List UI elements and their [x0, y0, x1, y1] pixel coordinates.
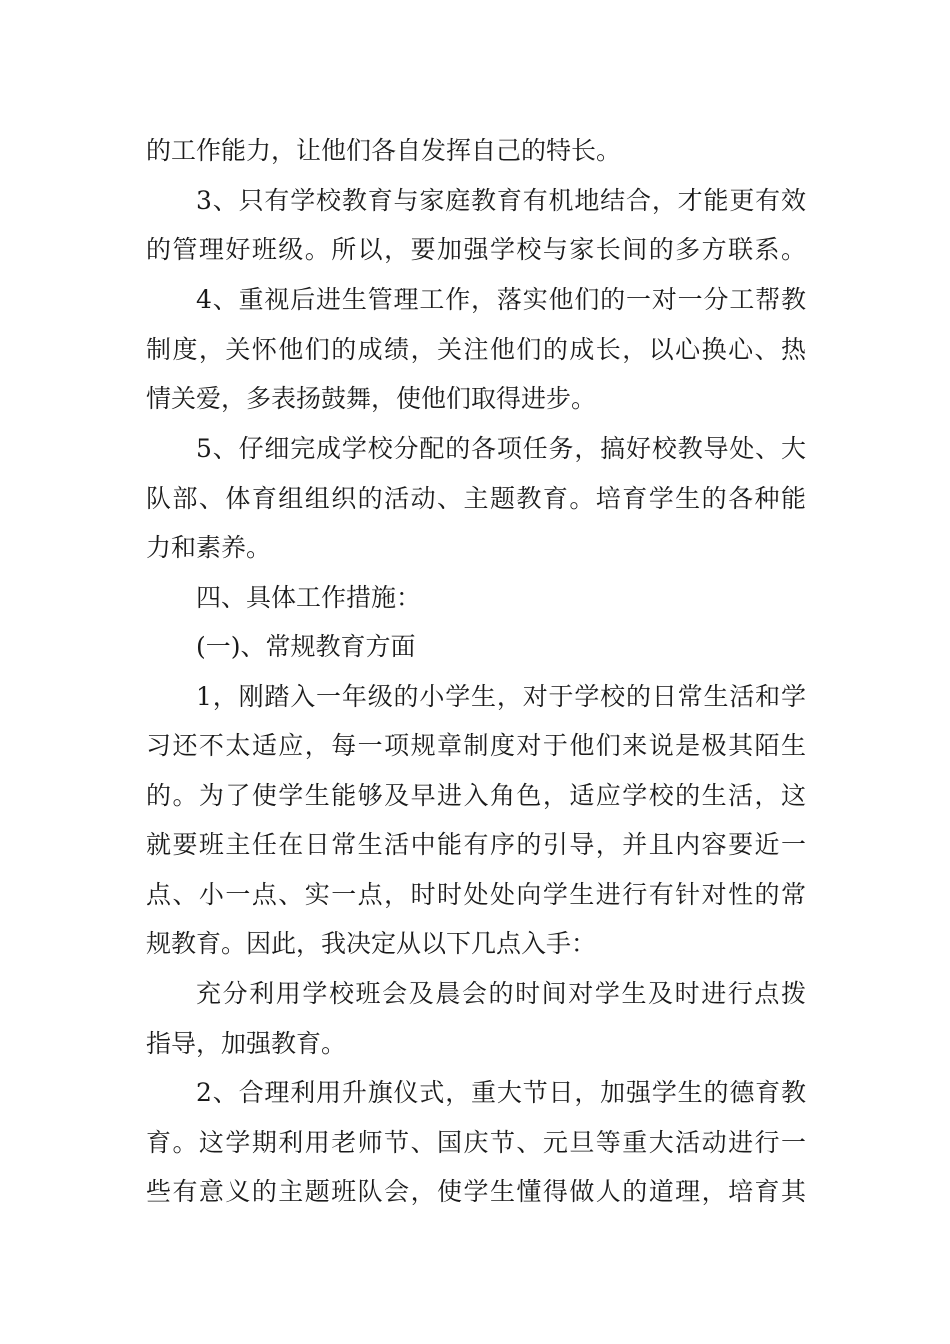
text-line: 力和素养。 [146, 533, 272, 562]
subsection-heading: (一)、常规教育方面 [196, 632, 416, 661]
text-line: 指导，加强教育。 [146, 1029, 347, 1058]
section-heading: 四、具体工作措施： [196, 583, 422, 612]
text-line: 4、重视后进生管理工作，落实他们的一对一分工帮教 [196, 285, 806, 314]
text-line: 习还不太适应，每一项规章制度对于他们来说是极其陌生 [146, 731, 806, 760]
text-line: 就要班主任在日常生活中能有序的引导，并且内容要近一 [146, 830, 806, 859]
text-line: 的管理好班级。所以，要加强学校与家长间的多方联系。 [146, 235, 806, 264]
text-line: 育。这学期利用老师节、国庆节、元旦等重大活动进行一 [146, 1128, 806, 1157]
text-line: 队部、体育组组织的活动、主题教育。培育学生的各种能 [146, 484, 806, 513]
text-line: 制度，关怀他们的成绩，关注他们的成长，以心换心、热 [146, 335, 806, 364]
text-line: 5、仔细完成学校分配的各项任务，搞好校教导处、大 [196, 434, 806, 463]
text-line: 的。为了使学生能够及早进入角色，适应学校的生活，这 [146, 781, 806, 810]
text-line: 充分利用学校班会及晨会的时间对学生及时进行点拨 [196, 979, 806, 1008]
text-line: 3、只有学校教育与家庭教育有机地结合，才能更有效 [196, 186, 806, 215]
text-line: 些有意义的主题班队会，使学生懂得做人的道理，培育其 [146, 1177, 806, 1206]
text-line: 点、小一点、实一点，时时处处向学生进行有针对性的常 [146, 880, 806, 909]
text-line: 的工作能力，让他们各自发挥自己的特长。 [146, 136, 622, 165]
text-line: 情关爱，多表扬鼓舞，使他们取得进步。 [146, 384, 597, 413]
text-line: 2、合理利用升旗仪式，重大节日，加强学生的德育教 [196, 1078, 806, 1107]
text-line: 1，刚踏入一年级的小学生，对于学校的日常生活和学 [196, 682, 806, 711]
text-line: 规教育。因此，我决定从以下几点入手： [146, 929, 597, 958]
